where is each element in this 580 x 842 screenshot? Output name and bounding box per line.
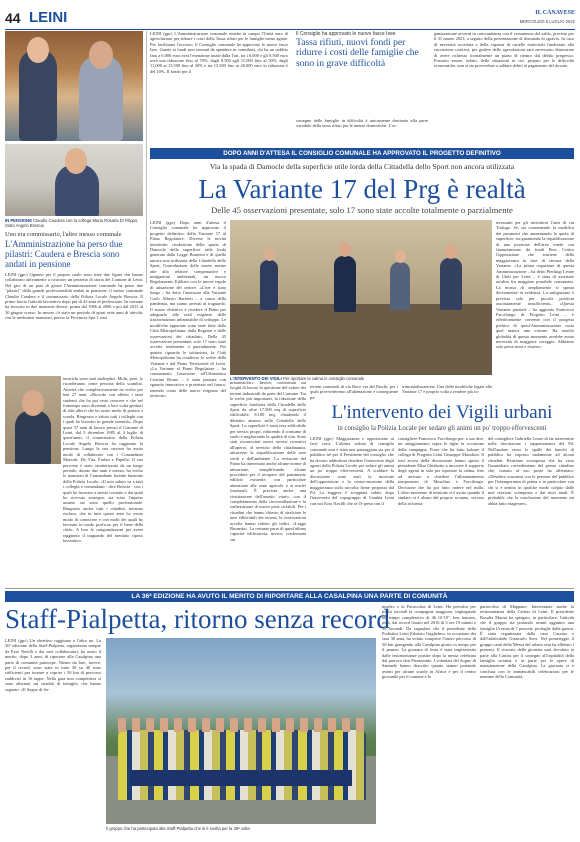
variante-deck: Delle 45 osservazioni presentate, solo 17 sono state accolte totalmente o parzialmente bbox=[211, 205, 513, 215]
variante-col-3: terreni comunali di via Roce via del Parchi, per i quali provvederemo all'alienazione e conseguente pa- bbox=[310, 384, 398, 400]
vigili-col-3: del consigliere Gabriella Leone di far intervenire nella discussione i rappresentanti del Pd. Nell'andare verso le spalle dei banchi di pubblico ha risposto malamente ad alcuni cittadini. Reazione scomposta che ha visto l'immediato ravvedimento del primo cittadino che, tornato al suo posto ha affermato: «Desidero scusarmi con le persone del pubblico per l'intemperanza di prima e in particolare con chi si è sentito in qualche modo colpito dalle mie reazioni scomposte e dai miei modi. È probabile che la conclusione del momento mi abbia fatto esagerare». bbox=[488, 436, 574, 506]
photo-consiglio bbox=[230, 220, 492, 375]
staff-col-1: LEINI (gpc) Un obiettivo raggiunto e l'altro no. La 36ª edizione della Staff-Pialpetta, organizzata sempre da Ezio Navilli e dai suoi collaboratori, ha avuto il merito, dopo 3 anni, di riportare alla Casalpina una parte di comunità partecipe. Niente da fare, invece, per il record, sono state in tutto 38 su 40 sono sufficienti per tornare a coprire i 50 km di percorso suddivisi in 16 tappe. Nella gara non competitiva si sono alternati sui stradali di famiglie, che hanno segnato: «Il Sogno di Sa- bbox=[5, 638, 101, 692]
staff-caption: Il gruppo che ha partecipato alla Staff-Pialpetta che si è svolta per la 36ª volta bbox=[106, 826, 250, 831]
column-rule bbox=[146, 31, 147, 283]
vigili-col-2: consigliere Francesco Faccilongo per, a suo dire, un atteggiamento sopra le righe in occasione della campagna. Frase che ha fatto balzare il collega di Progetto Leinì Giuseppe Musolino. Il toni accesi della discussione hanno spinto il presidente Elisa Chiabotto a invocare il supporto degli agenti in sala per riportare la calma, fino ad arrivare a chiedere l'allontanamento temporaneo di Musolino e Faccilongo. Decisione che ha poi fatto cadere nel nulla. L'altro momento di tensione si è avuto quando il sindaco si è alzato dal proprio scranno, seccato della richiesta bbox=[398, 436, 484, 506]
section-title: LEINI bbox=[29, 9, 68, 26]
masthead: IL CANAVESE bbox=[535, 10, 575, 16]
staff-col-3: parrocchia di Mappano. Interessante anche la testimonianza della Caritas di Leinì. Il presidente Rosalia Marini ha spiegato, in particolare, l'attività che il gruppo sta portando avanti aggiunto una famiglia Ucraina di 7 persone, profughe dalla guerra. È stata organizzata dalla casa Cassina e dall'infaticabile Giancarlo Sieri. Nel pomeriggio il gruppo canti della Messa del sabato sera ha allietato i presenti. Il ricavato della giornata sarà devoluto in parte alla Caritas per il sostegno all'ospitalità della famiglia ucraina e in parte per le opere di manutenzione della Casalpina. La giornata si è conclusa con le immancabili celebrazioni per le mamme della Comunità. bbox=[480, 604, 574, 680]
variante-col-4: trimonializzazione. Una delle modifiche legate alla Variante 17 è proprio volta a rendere più in- bbox=[402, 384, 492, 395]
vigili-col-1: LEINI (gpc) Maggioranza e opposizione ai ferri corti. L'ultima seduta di consiglio comunale non è stata una passeggiata sia per il pubblico né per il Presidente del consiglio che ha dovuto addirittura chiedere l'intervento degli agenti della Polizia Locale per sedare gli animi un po' troppo effervescenti. A scaldare la discussione sono stati la mozione dell'opposizione e la contro-mozione della maggioranza sulla raccolta firme proposta dal Pd. La baggera è scoppiata subito dopo l'intervento del capogruppo di Cambia Leinì con noi Ezio Navilli che se l'è presa con il bbox=[310, 436, 394, 506]
staff-headline: Staff-Pialpetta, ritorno senza record bbox=[5, 604, 390, 634]
sidebar-headline: L'Amministrazione ha perso due pilastri: Caudera e Brescia sono andati in pensione bbox=[5, 239, 123, 269]
consiglio-caption-text: Per riportare la calma in consiglio comunale bbox=[282, 376, 365, 381]
tari-col-2: sostegno delle famiglie in difficoltà è unicamente destinato alla parte variabile della tassa rifiuti per le utenze domestiche. L'or- bbox=[296, 118, 428, 129]
sidebar-kicker: Uno era commissario, l'altro messo comunale bbox=[5, 231, 122, 238]
issue-date: MERCOLEDÌ 6 LUGLIO 2022 bbox=[519, 19, 575, 24]
photo-brescia-portrait bbox=[5, 376, 61, 464]
tari-col-1: LEINI (gpc) L'Amministrazione comunale rimette in campo l'Unità euro di agevolazioni per ridurre i costi della Tassa rifiuti per le famiglie meno agiate. Per facilitarne l'accesso, il Consiglio comunale ha approvato le nuove fasce Isee. Grazie ai fondi non stornati da spendere in contributi, chi ha un reddito fino a 6.000 euro avrà l'esenzione totale dalla Tari, tra i 6.000 e gli 8.500 euro avrà una riduzione fino al 70%, dagli 8.500 agli 11.000 fino al 50%, dagli 11.000 ai 13.500 fino al 30% e tra 13.500 fino ai 20.000 euro la riduzione è del 10%. Il fondo per il bbox=[150, 31, 288, 74]
variante-col-5: teressanti per gli investitori l'area di via Trafugo. Se, sia consentendo la modifica dei parametri che aumentando la quota di superficie, sia garantendo la riqualificazione di una porzione dell'area vende con finanziamento da fondi Pnrr. Critica l'opposizione che sostiene della maggioranza in fase di stesura della Variante. «La prima cupazione di questa Amministrazione – ha detto Pierluigi Leone di Uniti per Leinì – è stata di assestare un'altra fra maggiore possibile consumato. La mossa di ampliamento si sposta decisamente in evidenza. La mitigazione è prevista solo per piccole porzioni assolutamente insufficienti». «Questa Variante parziale – ha aggiunto Francesco Faccilongo di Progetto Leinì – è effettivamente coerente con il progetto politico di quest'Amministrazione ossia quel manca una visione. Ha assolto globalità di questo momento avrebbe avuto necessità di maggiore coraggio. Abbiamo solo perso mesi e risorse». bbox=[496, 220, 574, 350]
caption-text: Claudio Caudera con la collega Maria Rosaria Di Filippo. Sotto Angelo Brescia bbox=[5, 218, 139, 228]
sidebar-body-1: LEINI (gpc) Ognuno per il proprio ruolo sono state due figure che hanno collaborato attivamente a costruire un pezzetto di storia del Comune di Leinì. Nel giro di un paio di giorni l'Amministrazione comunale ha perso due "pilastri" della grande professionalità andati in pensione: il messo comunale Claudio Caudera e il commissario della Polizia Locale Angelo Brescia. Il primo lascia l'attività lavorativa dopo più di 43 anni di professione. In comune ha lavorato in due momenti diversi, prima dal 1986 al 2006 e poi dal 2013 al 30 giugno scorso. In mezzo c'è stato un periodo di quasi sette anni di attività, con le medesime mansioni, presso la Provincia Spa. I suoi bbox=[5, 272, 143, 321]
staff-col-2: muele» e la Parrocchia di Leinì. Ha prevalso per pochi secondi la compagine maggiore, impiegando un tempo complessivo di 4h 01'10", ben lontano, però, dal record fissato nel 2016 di 3 ore 19 minuti e 38 secondi. Da segnalare che il presidente della Podistica Leinì Fabrizio Guglielmo, in occasione dei suoi 30 anni, ha voluto compiere l'intero percorso di 50 km giungendo alla Casalpina giusto in tempo per il pranzo. La giornata di festa è stata impreziosita dalle testimonianze portate dopo la messa celebrata dal parroco don Pieramonte. I volontari del Sogno di Samuele hanno descritto quanto stanno portando avanti per alcune scuole in Africa e per il centro giovanile per il comune e la bbox=[382, 604, 476, 680]
variante-banner: DOPO ANNI D'ATTESA IL CONSIGLIO COMUNALE HA APPROVATO IL PROGETTO DEFINITIVO bbox=[150, 148, 574, 159]
section-rule bbox=[5, 588, 574, 589]
variante-col-2: urbanistiche». Invece, confermati sui luoghi di lavoro la questione del valore dei terreni industriali da parte del Comune. Tra le scelte più importanti, la riduzione della superficie fondiaria della Cittadella dello Sport da oltre 17.500 mq di superficie edificabile, 8.100 mq, chiudendo il dibattito annoso sulla Cittadella dello Sport. La superficie è stata resa edificabile per servizi propri, riducendo il consumo di suolo e migliorando la qualità di vita. Sono stati riconosciuti nuovi servizi ricreativi all'aperto, al servizio della cittadinanza, attraverso la riqualificazione delle aree verdi e dell'ambiente. La revisione del Piano ha interessato anche alcune norme di attuazione, semplificando alcune procedure per il recupero del patrimonio edilizio esistente, con particolare attenzione alle zone agricole e ai nuclei frazionali. È prevista anche una rivisitazione dell'assetto viario, con il completamento della circonvallazione e la realizzazione di nuove piste ciclabili. Per i cittadini che hanno chiesto di stralciare le aree edificabili dei terreni, le osservazioni accolte hanno ridotto gli indici. «Legge Brunetta». La restante parte di quest'ultima capacità edificatoria, invece, confermata sui bbox=[230, 380, 306, 542]
staff-banner: LA 36ª EDIZIONE HA AVUTO IL MERITO DI RIPORTARE ALLA CASALPINA UNA PARTE DI COMUNITÀ bbox=[5, 591, 574, 602]
variante-headline: La Variante 17 del Prg è realtà bbox=[198, 174, 526, 204]
caption-lead: IN PENSIONE bbox=[5, 218, 32, 223]
tari-col-3: ganizzazione avverrà in concomitanza con il versamento del saldo, previsto per il 31 marzo 2023, a seguito della presentazione di domanda di sgravio. In caso di necessità accertata e della vigenza di cartelle esattoriali finalizzate alla riscossione coattiva, per godere delle agevolazioni sarà necessario dimostrare di avere richiesto formalmente un piano di rientro dal debito pregresso. Possono essere, infatti, delle situazioni in cui, proprio per le difficoltà economiche, non si sia provveduto a saldare debiti al pagamento del dovuto. bbox=[434, 31, 574, 69]
variante-kicker: Via la spada di Damocle della superficie utile lorda della Cittadella dello Sport non ancora utilizzata bbox=[209, 162, 515, 171]
consiglio-caption-lead: L'INTERVENTO DEI VIGILI bbox=[230, 376, 282, 381]
sidebar-caption bbox=[5, 218, 143, 228]
tari-kicker: Il Consiglio ha approvato le nuove fasce Isee bbox=[296, 31, 396, 37]
sidebar-body-2: incarichi sono stati molteplici. Molti, però, lo ricorderanno come persona dello scambio. Attività che complessivamente ha svolto per ben 27 anni. «Ricordo con affetto i tanti studenti che ho poi visto crescere e che nel frattempo sono diventati a loro volta genitori di altri allievi che ho avuto modo di portare a scuola. Ringrazio e saluto tutti i colleghi con i quali ho lavorato in grande serenità». Dopo quasi 37 anni di lavoro presso il Comune di Leinì, dal 5 dicembre 1985 al 4 luglio di quest'anno, il commissario della Polizia Locale Angelo Brescia ha raggiunto la pensione. Lungo la sua carriera ha avuto modo di collaborare con i Comandanti Mariotti, De Vita, Furlan e Papello. Il suo percorso è stato caratterizzato da un lungo periodo, durato due anni e mezzo, ha svolto le mansioni di Comandante facente funzione della Polizia Locale. «Il mio saluto va a tutti i colleghi e comandanti - dice Brescia - con i quali ho lavorato a stretto contatto e dai quali ho ricevuto sostegno, sia sotto l'aspetto umano sia sotto quello professionale. Ringrazio anche tutti i cittadini, nessuno escluso, che in tutti questi anni ho avuto modo di conoscere e con molti dei quali ho lavorato in modo proficuo per il bene della città». A loro le congratulazioni per avere raggiunto il traguardo del meritato riposo lavorativo. bbox=[63, 376, 143, 544]
consiglio-caption bbox=[230, 376, 492, 381]
vigili-headline: L'intervento dei Vigili urbani bbox=[331, 402, 553, 423]
page-header bbox=[5, 8, 575, 30]
photo-staff-group bbox=[106, 638, 376, 824]
tari-headline: Tassa rifiuti, nuovi fondi per ridurre i costi delle famiglie che sono in grave difficoltà bbox=[296, 37, 419, 69]
photo-caudera bbox=[5, 31, 143, 141]
vigili-deck: in consiglio la Polizia Locale per sedare gli animi un po' troppo effervescenti bbox=[337, 425, 547, 432]
photo-brescia bbox=[5, 144, 143, 216]
page-number: 44 bbox=[5, 10, 21, 26]
variante-col-1: LEINI (gpc) Dopo anni d'attesa il Consiglio comunale ha approvato il progetto definitivo della Variante 17 al Piano Regolatore. Diverse le novità introdotte: risoluzione della spada di Damocle della superficie utile lorda generata dalla Legge Brunetta e di quella ancora non utilizzata della Cittadella dello Sport, l'introduzione delle nuove norme atte alla relative compensative e mitigazioni ambientali, un nuovo Regolamento Edilizio con le nuove regole di attuazione del settore. «L'iter è stato lungo – ha detto l'assessore alla Variante Carlo Alberto Barbieri – a causa della pandemia, ma siamo arrivati al traguardo. Il nostro obiettivo è rivedere il Piano per adeguarlo alle reali esigenze delle trasformazioni urbanistiche di sviluppo. Le modifiche apportate sono state fatte dalla Città Metropolitana, dalla Regione e dalle osservazioni dei cittadini». Delle 45 osservazioni presentate, solo 17 sono state accolte totalmente o parzialmente. Per quanto riguarda le istituzioni, la Città Metropolitana ha condiviso le scelte della Variante e dal Piano Territoriale di Leinì. «La Variante al Piano Regolatore – ha commentato l'assessore all'Urbanistica Cristina Bruno – è stata pensata con sguardo innovativo e proiettato nel futuro, tenendo conto delle nuove esigenze del territorio. bbox=[150, 220, 226, 398]
